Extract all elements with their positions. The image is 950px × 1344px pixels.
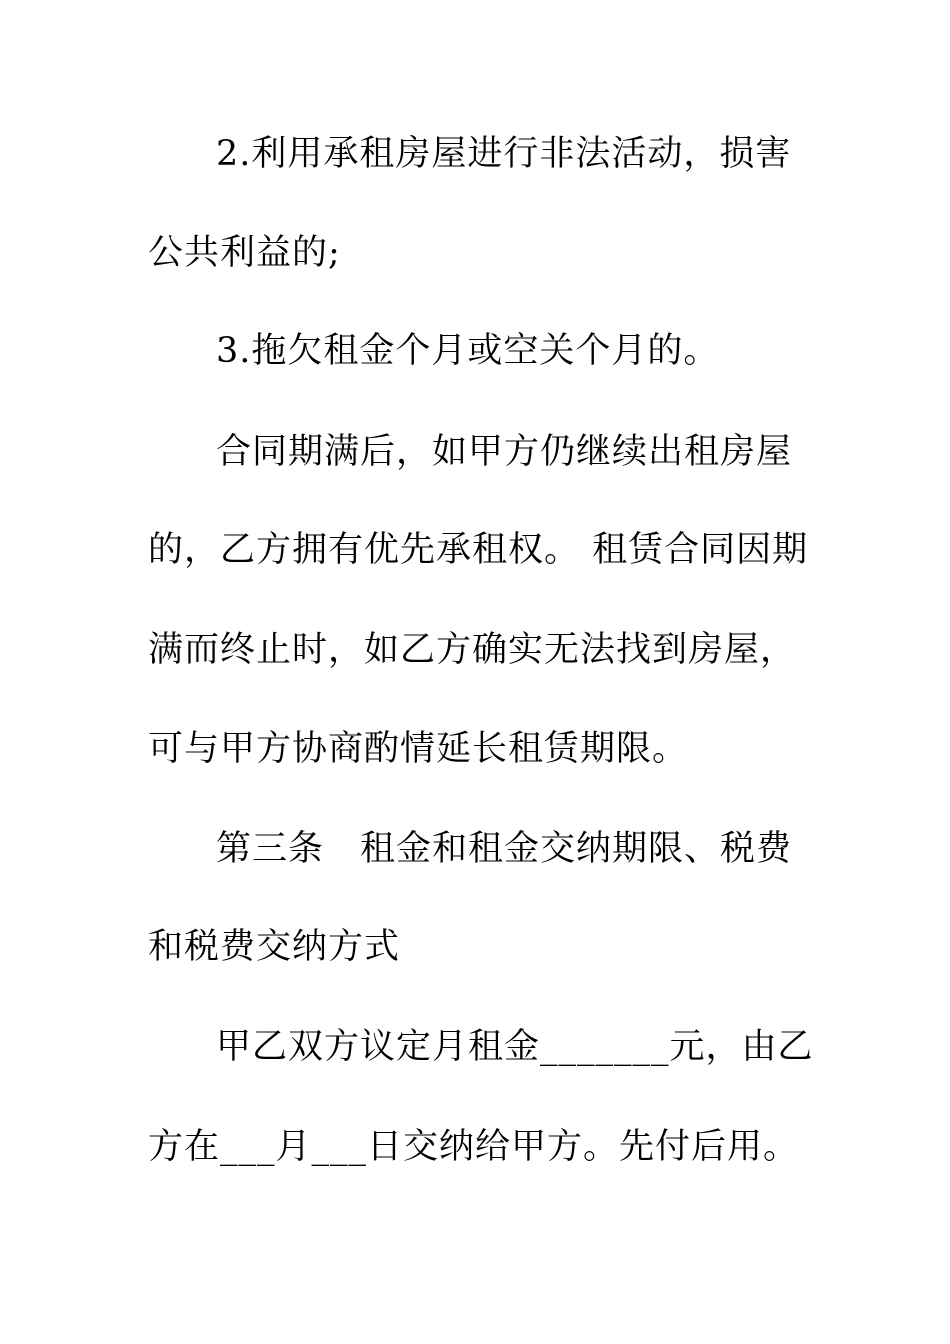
paragraph-line: 的，乙方拥有优先承租权。 租赁合同因期 (148, 530, 809, 570)
section-heading: 第三条 租金和租金交纳期限、税费 (216, 829, 793, 869)
paragraph-line: 2.利用承租房屋进行非法活动，损害 (216, 134, 792, 174)
section-heading-continued: 和税费交纳方式 (148, 927, 401, 967)
paragraph-line: 3.拖欠租金个月或空关个月的。 (216, 331, 720, 371)
paragraph-line: 甲乙双方议定月租金_______元，由乙 (216, 1027, 814, 1067)
paragraph-line: 方在___月___日交纳给甲方。先付后用。 (148, 1127, 800, 1167)
paragraph-line: 公共利益的; (148, 233, 341, 273)
paragraph-line: 满而终止时，如乙方确实无法找到房屋， (148, 630, 797, 670)
paragraph-line: 合同期满后，如甲方仍继续出租房屋 (216, 432, 793, 472)
paragraph-line: 可与甲方协商酌情延长租赁期限。 (148, 729, 689, 769)
